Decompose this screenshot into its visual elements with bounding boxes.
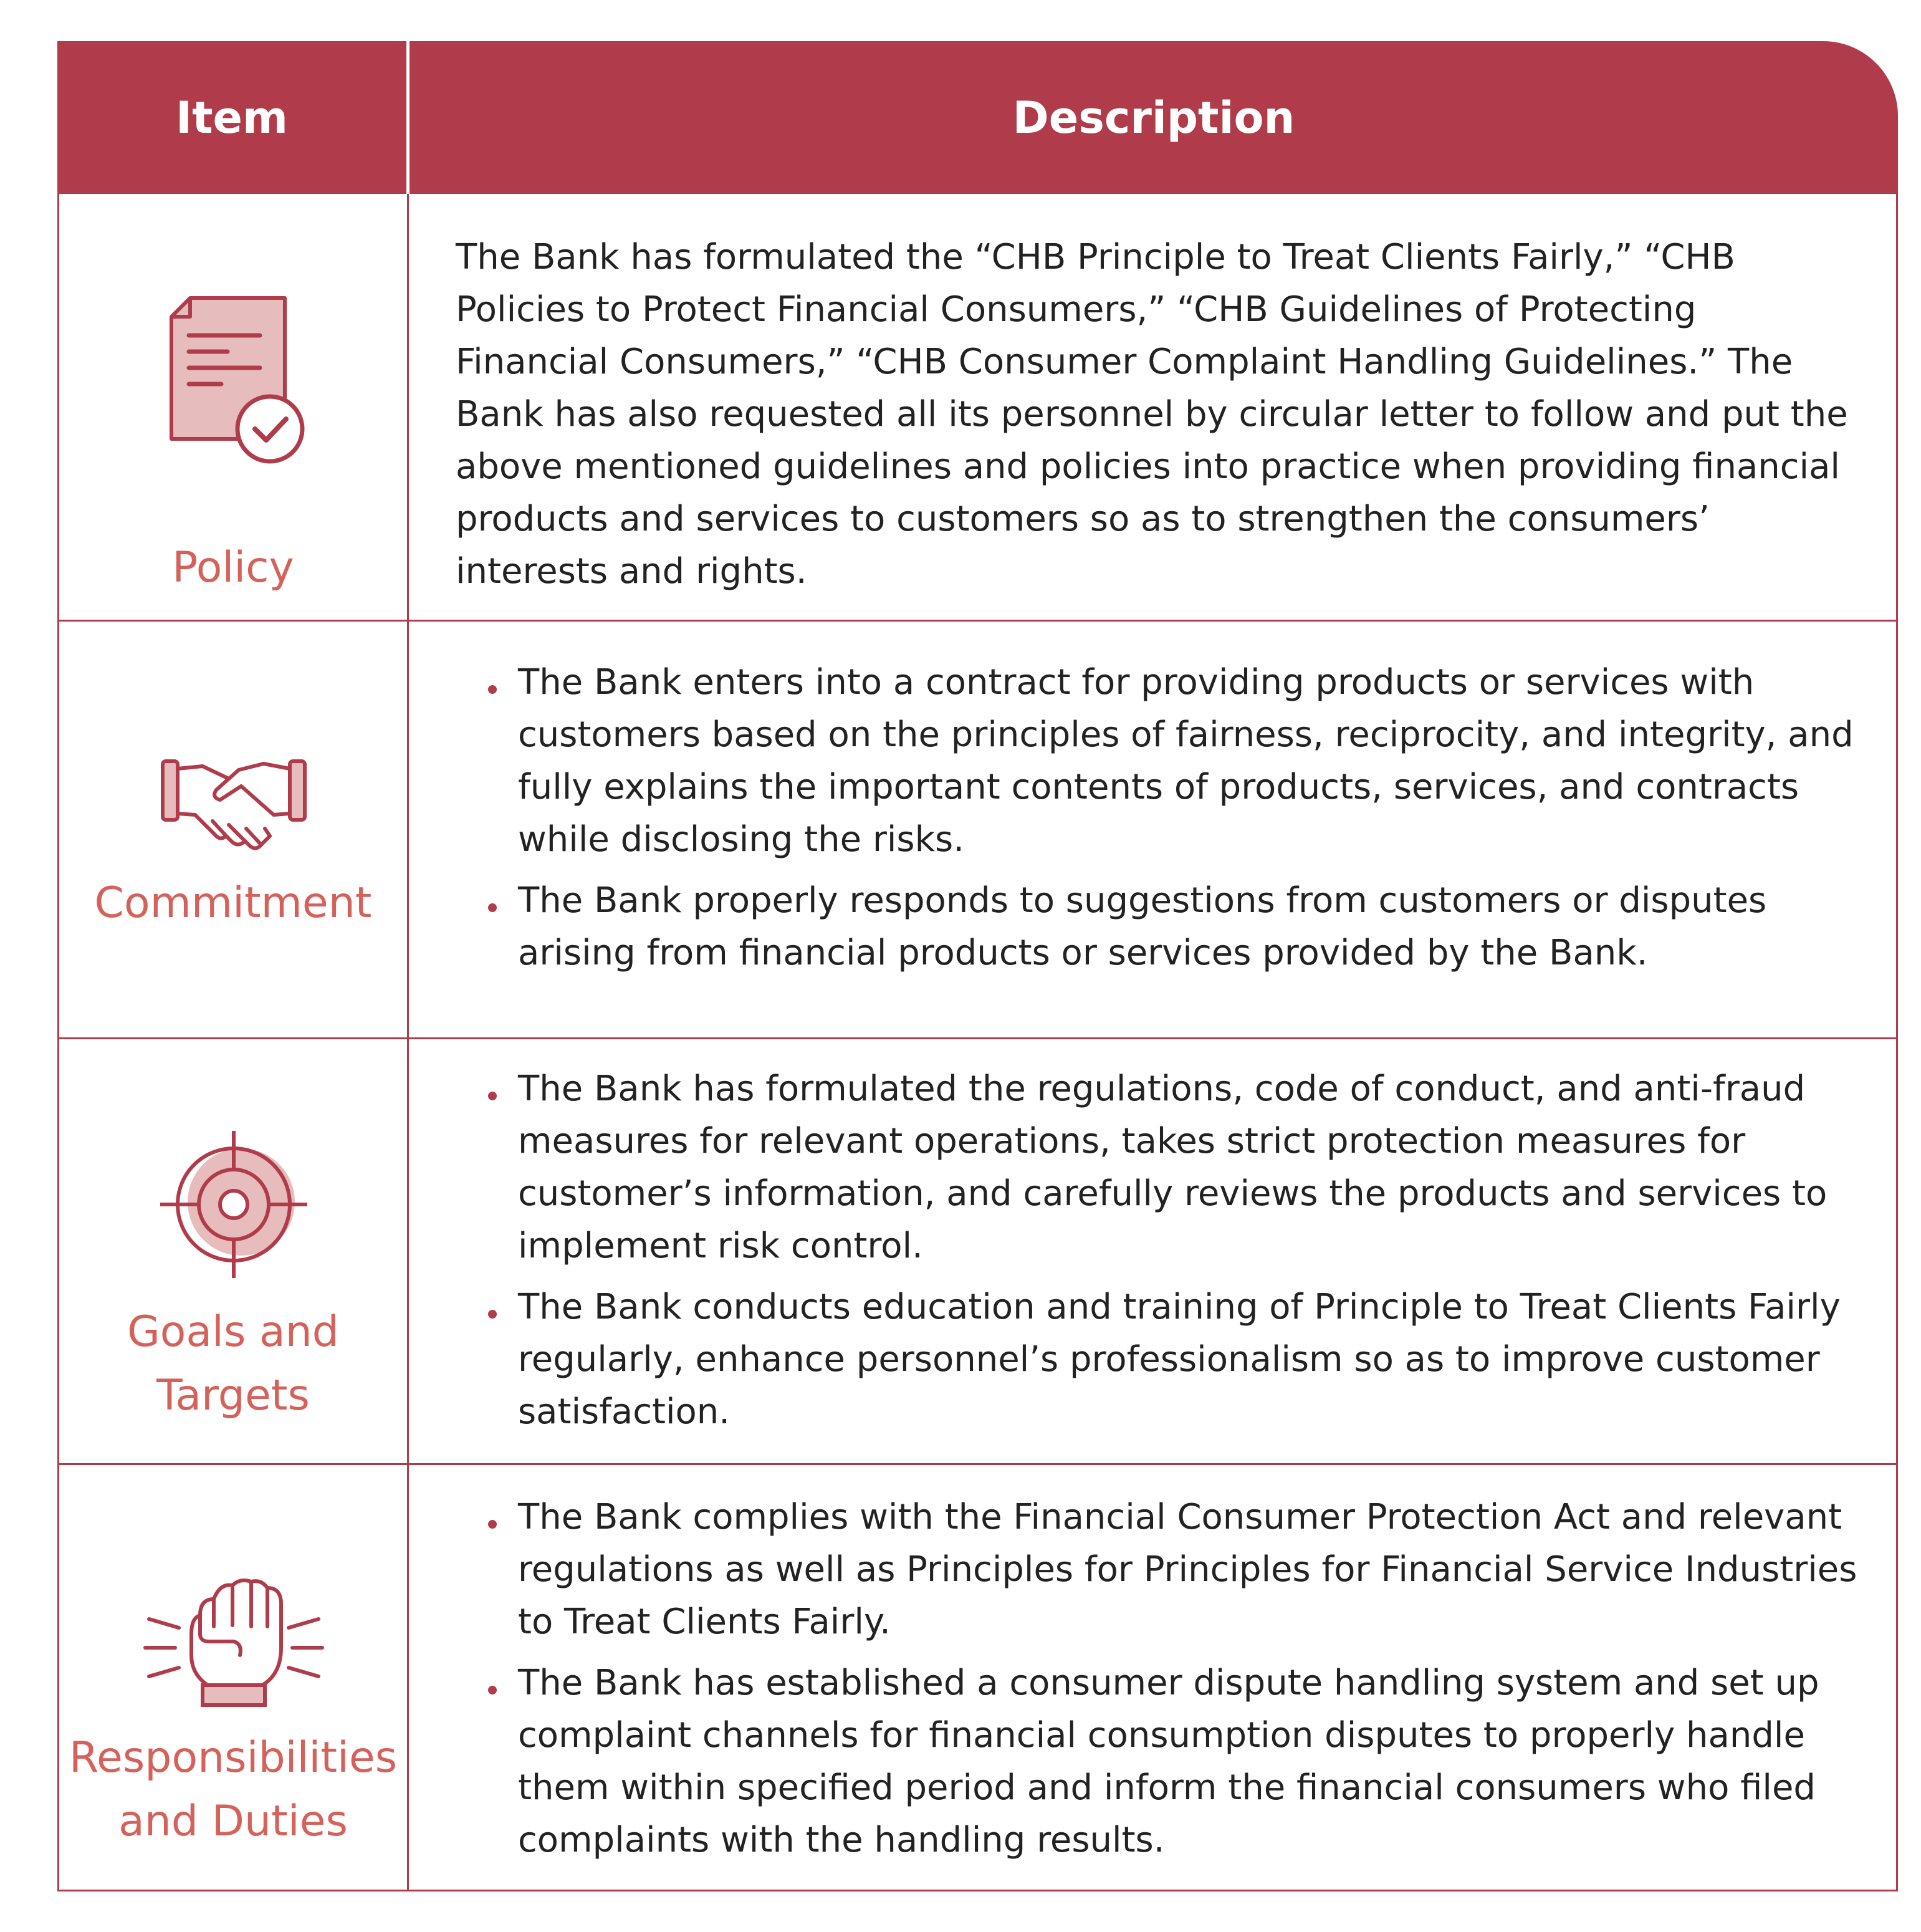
table-row-responsibilities	[59, 1465, 1896, 1891]
bullet-item: The Bank enters into a contract for providing products or services with customers based on the principles of fairness, reciprocity, and integrity, and fully explains the important contents of products, services, and contracts while disclosing the risks.	[488, 656, 1866, 866]
item-label: Goals and	[127, 1307, 339, 1357]
target-icon	[159, 1130, 309, 1279]
description-cell	[488, 1063, 1866, 1447]
document-check-icon	[165, 291, 309, 465]
item-label: Targets	[156, 1371, 310, 1420]
table-body	[57, 194, 1898, 1891]
item-label: Policy	[172, 543, 294, 592]
description-paragraph: The Bank has formulated the “CHB Principle to Treat Clients Fairly,” “CHB Policies to Protect Financial Consumers,” “CHB Guidelines of Protecting Financial Consumers,” “CHB Consumer Complaint Handling Guidelines.” The Bank has also requested all its personnel by circular letter to follow and put the above mentioned guidelines and policies into practice when providing financial products and services to customers so as to strengthen the consumers’ interests and rights.	[456, 237, 1848, 592]
item-label: Responsibilities	[69, 1733, 398, 1782]
bullet-item: The Bank has formulated the regulations, code of conduct, and anti-fraud measures for relevant operations, takes strict protection measures for customer’s information, and carefully reviews the products and services to implement risk control.	[488, 1063, 1866, 1272]
raised-fist-icon	[140, 1574, 327, 1711]
bullet-list	[488, 1063, 1866, 1438]
header-description: Description	[1012, 92, 1295, 143]
item-cell	[59, 194, 407, 620]
bullet-item: The Bank conducts education and training of Principle to Treat Clients Fairly regularly, enhance personnel’s professionalism so as to improve customer satisfaction.	[488, 1281, 1866, 1438]
description-cell	[456, 231, 1858, 598]
item-label: and Duties	[118, 1797, 348, 1846]
item-label: Commitment	[94, 878, 372, 928]
bullet-list	[488, 1491, 1866, 1867]
description-cell	[488, 1491, 1866, 1875]
item-cell	[59, 1465, 407, 1891]
table-row-commitment	[59, 622, 1896, 1037]
description-cell	[488, 656, 1866, 988]
consumer-protection-table	[57, 41, 1898, 1891]
item-cell	[59, 1039, 407, 1463]
table-header	[57, 41, 1898, 194]
bullet-item: The Bank properly responds to suggestions from customers or disputes arising from financial products or services provided by the Bank.	[488, 875, 1866, 979]
bullet-list	[488, 656, 1866, 979]
header-item: Item	[176, 92, 288, 143]
handshake-icon	[159, 752, 309, 858]
bullet-item: The Bank complies with the Financial Consumer Protection Act and relevant regulations as well as Principles for Principles for Financial Service Industries to Treat Clients Fairly.	[488, 1491, 1866, 1648]
item-cell	[59, 622, 407, 1037]
table-row-goals	[59, 1039, 1896, 1463]
bullet-item: The Bank has established a consumer dispute handling system and set up complaint channels for financial consumption disputes to properly handle them within specified period and inform the financial consumers who filed complaints with the handling results.	[488, 1657, 1866, 1867]
table-row-policy	[59, 194, 1896, 620]
